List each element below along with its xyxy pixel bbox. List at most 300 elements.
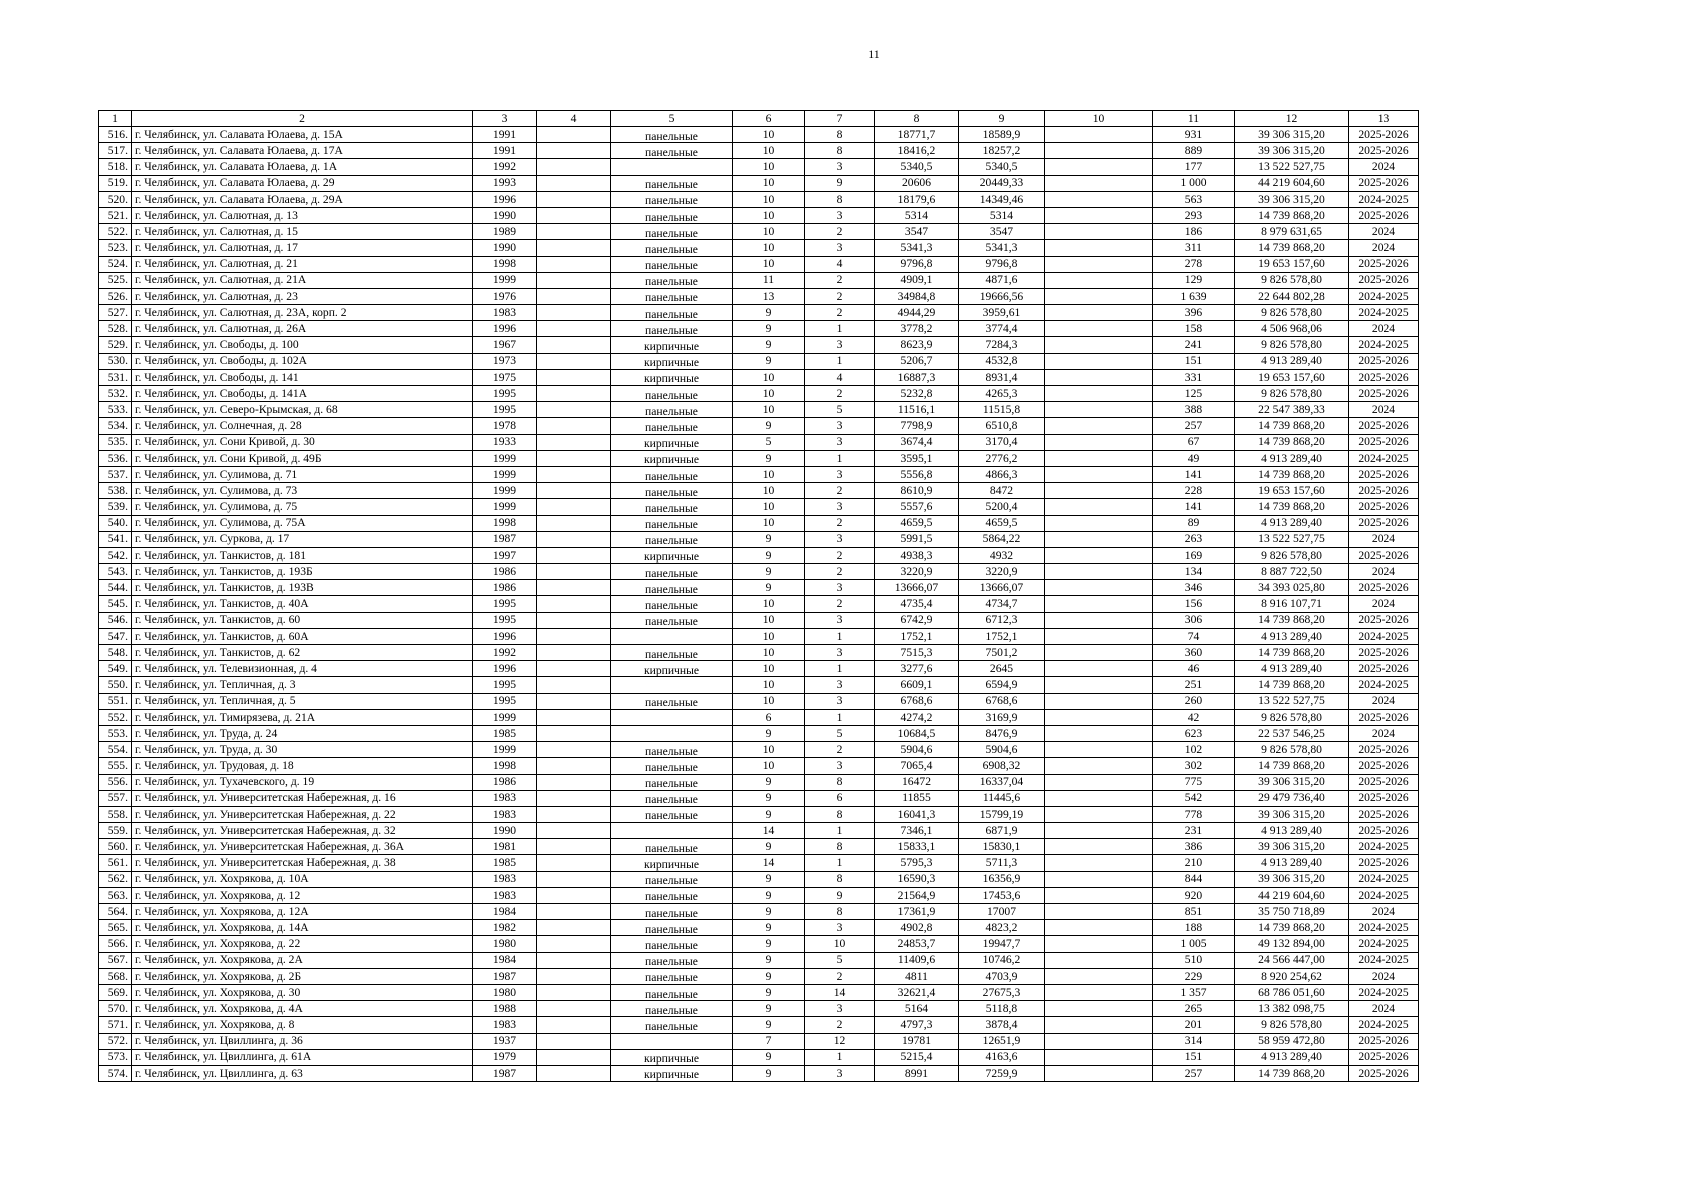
wall-material-cell: кирпичные bbox=[611, 855, 733, 871]
floors-cell: 10 bbox=[733, 386, 805, 402]
col-10-cell bbox=[1045, 887, 1153, 903]
row-number-cell: 533. bbox=[99, 402, 132, 418]
year-built-cell: 1992 bbox=[473, 645, 537, 661]
table-row bbox=[99, 774, 1419, 790]
row-number-cell: 535. bbox=[99, 434, 132, 450]
cost-cell: 22 537 546,25 bbox=[1235, 725, 1349, 741]
col-4-cell bbox=[537, 466, 611, 482]
year-built-cell: 1973 bbox=[473, 353, 537, 369]
year-built-cell: 1997 bbox=[473, 547, 537, 563]
residents-cell: 46 bbox=[1153, 661, 1235, 677]
address-cell: г. Челябинск, ул. Салавата Юлаева, д. 17А bbox=[132, 143, 473, 159]
entrances-cell: 2 bbox=[805, 547, 875, 563]
wall-material-cell: панельные bbox=[611, 207, 733, 223]
total-area-cell: 5206,7 bbox=[875, 353, 959, 369]
address-cell: г. Челябинск, ул. Хохрякова, д. 2Б bbox=[132, 968, 473, 984]
entrances-cell: 6 bbox=[805, 790, 875, 806]
entrances-cell: 3 bbox=[805, 920, 875, 936]
floors-cell: 9 bbox=[733, 321, 805, 337]
year-built-cell: 1978 bbox=[473, 418, 537, 434]
living-area-cell: 15799,19 bbox=[959, 806, 1045, 822]
col-4-cell bbox=[537, 402, 611, 418]
col-10-cell bbox=[1045, 434, 1153, 450]
wall-material-cell: панельные bbox=[611, 742, 733, 758]
floors-cell: 9 bbox=[733, 1065, 805, 1081]
address-cell: г. Челябинск, ул. Тимирязева, д. 21А bbox=[132, 709, 473, 725]
wall-material-cell: панельные bbox=[611, 984, 733, 1000]
col-4-cell bbox=[537, 321, 611, 337]
entrances-cell: 3 bbox=[805, 207, 875, 223]
residents-cell: 129 bbox=[1153, 272, 1235, 288]
residents-cell: 229 bbox=[1153, 968, 1235, 984]
col-4-cell bbox=[537, 337, 611, 353]
total-area-cell: 13666,07 bbox=[875, 580, 959, 596]
floors-cell: 10 bbox=[733, 240, 805, 256]
year-built-cell: 1984 bbox=[473, 904, 537, 920]
living-area-cell: 5200,4 bbox=[959, 499, 1045, 515]
entrances-cell: 3 bbox=[805, 645, 875, 661]
address-cell: г. Челябинск, ул. Тепличная, д. 3 bbox=[132, 677, 473, 693]
residents-cell: 851 bbox=[1153, 904, 1235, 920]
floors-cell: 9 bbox=[733, 547, 805, 563]
cost-cell: 13 382 098,75 bbox=[1235, 1001, 1349, 1017]
row-number-cell: 573. bbox=[99, 1049, 132, 1065]
wall-material-cell bbox=[611, 159, 733, 175]
living-area-cell: 3774,4 bbox=[959, 321, 1045, 337]
table-row bbox=[99, 386, 1419, 402]
entrances-cell: 1 bbox=[805, 661, 875, 677]
cost-cell: 4 913 289,40 bbox=[1235, 450, 1349, 466]
residents-cell: 263 bbox=[1153, 531, 1235, 547]
cost-cell: 8 887 722,50 bbox=[1235, 564, 1349, 580]
residents-cell: 510 bbox=[1153, 952, 1235, 968]
address-cell: г. Челябинск, ул. Солнечная, д. 28 bbox=[132, 418, 473, 434]
floors-cell: 10 bbox=[733, 758, 805, 774]
entrances-cell: 3 bbox=[805, 693, 875, 709]
floors-cell: 10 bbox=[733, 369, 805, 385]
address-cell: г. Челябинск, ул. Салютная, д. 21А bbox=[132, 272, 473, 288]
table-body bbox=[99, 127, 1419, 1082]
floors-cell: 6 bbox=[733, 709, 805, 725]
total-area-cell: 3778,2 bbox=[875, 321, 959, 337]
period-cell: 2025-2026 bbox=[1349, 1033, 1419, 1049]
floors-cell: 10 bbox=[733, 628, 805, 644]
row-number-cell: 519. bbox=[99, 175, 132, 191]
col-4-cell bbox=[537, 143, 611, 159]
address-cell: г. Челябинск, ул. Хохрякова, д. 12 bbox=[132, 887, 473, 903]
wall-material-cell: панельные bbox=[611, 580, 733, 596]
period-cell: 2025-2026 bbox=[1349, 369, 1419, 385]
address-cell: г. Челябинск, ул. Университетская Набережная, д. 36А bbox=[132, 839, 473, 855]
col-10-cell bbox=[1045, 159, 1153, 175]
total-area-cell: 3277,6 bbox=[875, 661, 959, 677]
col-4-cell bbox=[537, 823, 611, 839]
living-area-cell: 15830,1 bbox=[959, 839, 1045, 855]
living-area-cell: 27675,3 bbox=[959, 984, 1045, 1000]
living-area-cell: 4265,3 bbox=[959, 386, 1045, 402]
residents-cell: 42 bbox=[1153, 709, 1235, 725]
living-area-cell: 3878,4 bbox=[959, 1017, 1045, 1033]
row-number-cell: 563. bbox=[99, 887, 132, 903]
wall-material-cell: панельные bbox=[611, 806, 733, 822]
row-number-cell: 556. bbox=[99, 774, 132, 790]
wall-material-cell: кирпичные bbox=[611, 450, 733, 466]
cost-cell: 22 644 802,28 bbox=[1235, 288, 1349, 304]
wall-material-cell bbox=[611, 677, 733, 693]
entrances-cell: 8 bbox=[805, 839, 875, 855]
year-built-cell: 1987 bbox=[473, 531, 537, 547]
total-area-cell: 18771,7 bbox=[875, 127, 959, 143]
living-area-cell: 14349,46 bbox=[959, 191, 1045, 207]
col-10-cell bbox=[1045, 580, 1153, 596]
floors-cell: 10 bbox=[733, 127, 805, 143]
period-cell: 2024-2025 bbox=[1349, 288, 1419, 304]
cost-cell: 4 913 289,40 bbox=[1235, 515, 1349, 531]
cost-cell: 14 739 868,20 bbox=[1235, 240, 1349, 256]
total-area-cell: 32621,4 bbox=[875, 984, 959, 1000]
floors-cell: 9 bbox=[733, 418, 805, 434]
table-row bbox=[99, 596, 1419, 612]
residents-cell: 231 bbox=[1153, 823, 1235, 839]
row-number-cell: 526. bbox=[99, 288, 132, 304]
entrances-cell: 1 bbox=[805, 450, 875, 466]
col-4-cell bbox=[537, 887, 611, 903]
row-number-cell: 527. bbox=[99, 305, 132, 321]
total-area-cell: 16590,3 bbox=[875, 871, 959, 887]
col-10-cell bbox=[1045, 936, 1153, 952]
period-cell: 2024-2025 bbox=[1349, 887, 1419, 903]
living-area-cell: 18257,2 bbox=[959, 143, 1045, 159]
table-row bbox=[99, 693, 1419, 709]
floors-cell: 10 bbox=[733, 159, 805, 175]
floors-cell: 9 bbox=[733, 1001, 805, 1017]
row-number-cell: 534. bbox=[99, 418, 132, 434]
entrances-cell: 3 bbox=[805, 434, 875, 450]
year-built-cell: 1996 bbox=[473, 628, 537, 644]
cost-cell: 9 826 578,80 bbox=[1235, 1017, 1349, 1033]
period-cell: 2025-2026 bbox=[1349, 547, 1419, 563]
total-area-cell: 7798,9 bbox=[875, 418, 959, 434]
floors-cell: 10 bbox=[733, 402, 805, 418]
wall-material-cell: панельные bbox=[611, 1001, 733, 1017]
table-row bbox=[99, 143, 1419, 159]
housing-registry-table bbox=[98, 110, 1419, 1082]
col-4-cell bbox=[537, 499, 611, 515]
col-10-cell bbox=[1045, 386, 1153, 402]
entrances-cell: 3 bbox=[805, 499, 875, 515]
address-cell: г. Челябинск, ул. Сони Кривой, д. 49Б bbox=[132, 450, 473, 466]
period-cell: 2024 bbox=[1349, 1001, 1419, 1017]
total-area-cell: 7065,4 bbox=[875, 758, 959, 774]
col-10-cell bbox=[1045, 709, 1153, 725]
address-cell: г. Челябинск, ул. Труда, д. 30 bbox=[132, 742, 473, 758]
period-cell: 2024-2025 bbox=[1349, 984, 1419, 1000]
address-cell: г. Челябинск, ул. Танкистов, д. 60А bbox=[132, 628, 473, 644]
address-cell: г. Челябинск, ул. Хохрякова, д. 12А bbox=[132, 904, 473, 920]
cost-cell: 4 913 289,40 bbox=[1235, 661, 1349, 677]
table-row bbox=[99, 1001, 1419, 1017]
residents-cell: 251 bbox=[1153, 677, 1235, 693]
total-area-cell: 5795,3 bbox=[875, 855, 959, 871]
entrances-cell: 2 bbox=[805, 224, 875, 240]
col-4-cell bbox=[537, 207, 611, 223]
total-area-cell: 7515,3 bbox=[875, 645, 959, 661]
col-4-cell bbox=[537, 1033, 611, 1049]
wall-material-cell bbox=[611, 1033, 733, 1049]
residents-cell: 257 bbox=[1153, 418, 1235, 434]
total-area-cell: 6609,1 bbox=[875, 677, 959, 693]
wall-material-cell: панельные bbox=[611, 596, 733, 612]
living-area-cell: 4871,6 bbox=[959, 272, 1045, 288]
year-built-cell: 1987 bbox=[473, 1065, 537, 1081]
table-row bbox=[99, 742, 1419, 758]
col-10-cell bbox=[1045, 207, 1153, 223]
entrances-cell: 3 bbox=[805, 531, 875, 547]
address-cell: г. Челябинск, ул. Хохрякова, д. 14А bbox=[132, 920, 473, 936]
period-cell: 2025-2026 bbox=[1349, 580, 1419, 596]
table-row bbox=[99, 968, 1419, 984]
wall-material-cell: панельные bbox=[611, 466, 733, 482]
cost-cell: 9 826 578,80 bbox=[1235, 547, 1349, 563]
cost-cell: 9 826 578,80 bbox=[1235, 272, 1349, 288]
table-row bbox=[99, 823, 1419, 839]
row-number-cell: 539. bbox=[99, 499, 132, 515]
total-area-cell: 10684,5 bbox=[875, 725, 959, 741]
period-cell: 2025-2026 bbox=[1349, 256, 1419, 272]
address-cell: г. Челябинск, ул. Университетская Набережная, д. 38 bbox=[132, 855, 473, 871]
residents-cell: 346 bbox=[1153, 580, 1235, 596]
floors-cell: 10 bbox=[733, 207, 805, 223]
address-cell: г. Челябинск, ул. Хохрякова, д. 30 bbox=[132, 984, 473, 1000]
table-row bbox=[99, 515, 1419, 531]
total-area-cell: 5557,6 bbox=[875, 499, 959, 515]
row-number-cell: 553. bbox=[99, 725, 132, 741]
entrances-cell: 4 bbox=[805, 369, 875, 385]
row-number-cell: 555. bbox=[99, 758, 132, 774]
column-header-2: 2 bbox=[132, 111, 473, 127]
living-area-cell: 11515,8 bbox=[959, 402, 1045, 418]
period-cell: 2024-2025 bbox=[1349, 920, 1419, 936]
col-10-cell bbox=[1045, 305, 1153, 321]
column-header-13: 13 bbox=[1349, 111, 1419, 127]
entrances-cell: 8 bbox=[805, 191, 875, 207]
table-row bbox=[99, 207, 1419, 223]
total-area-cell: 5556,8 bbox=[875, 466, 959, 482]
period-cell: 2025-2026 bbox=[1349, 1065, 1419, 1081]
floors-cell: 9 bbox=[733, 968, 805, 984]
col-10-cell bbox=[1045, 515, 1153, 531]
year-built-cell: 1998 bbox=[473, 515, 537, 531]
period-cell: 2024 bbox=[1349, 564, 1419, 580]
col-4-cell bbox=[537, 127, 611, 143]
period-cell: 2024-2025 bbox=[1349, 952, 1419, 968]
col-10-cell bbox=[1045, 968, 1153, 984]
floors-cell: 10 bbox=[733, 143, 805, 159]
wall-material-cell: панельные bbox=[611, 920, 733, 936]
cost-cell: 14 739 868,20 bbox=[1235, 645, 1349, 661]
floors-cell: 10 bbox=[733, 191, 805, 207]
floors-cell: 10 bbox=[733, 742, 805, 758]
year-built-cell: 1999 bbox=[473, 466, 537, 482]
period-cell: 2024 bbox=[1349, 596, 1419, 612]
period-cell: 2024-2025 bbox=[1349, 337, 1419, 353]
cost-cell: 14 739 868,20 bbox=[1235, 758, 1349, 774]
col-10-cell bbox=[1045, 1049, 1153, 1065]
row-number-cell: 546. bbox=[99, 612, 132, 628]
living-area-cell: 7501,2 bbox=[959, 645, 1045, 661]
floors-cell: 9 bbox=[733, 1049, 805, 1065]
floors-cell: 10 bbox=[733, 483, 805, 499]
wall-material-cell: кирпичные bbox=[611, 434, 733, 450]
col-10-cell bbox=[1045, 774, 1153, 790]
floors-cell: 9 bbox=[733, 904, 805, 920]
table-row bbox=[99, 1017, 1419, 1033]
row-number-cell: 552. bbox=[99, 709, 132, 725]
residents-cell: 134 bbox=[1153, 564, 1235, 580]
col-4-cell bbox=[537, 547, 611, 563]
wall-material-cell: панельные bbox=[611, 418, 733, 434]
year-built-cell: 1933 bbox=[473, 434, 537, 450]
col-4-cell bbox=[537, 1017, 611, 1033]
table-row bbox=[99, 175, 1419, 191]
row-number-cell: 568. bbox=[99, 968, 132, 984]
col-4-cell bbox=[537, 272, 611, 288]
col-10-cell bbox=[1045, 1017, 1153, 1033]
wall-material-cell: панельные bbox=[611, 774, 733, 790]
col-10-cell bbox=[1045, 677, 1153, 693]
residents-cell: 156 bbox=[1153, 596, 1235, 612]
residents-cell: 188 bbox=[1153, 920, 1235, 936]
address-cell: г. Челябинск, ул. Хохрякова, д. 22 bbox=[132, 936, 473, 952]
entrances-cell: 3 bbox=[805, 612, 875, 628]
table-row bbox=[99, 564, 1419, 580]
year-built-cell: 1980 bbox=[473, 984, 537, 1000]
wall-material-cell: панельные bbox=[611, 127, 733, 143]
period-cell: 2024-2025 bbox=[1349, 450, 1419, 466]
address-cell: г. Челябинск, ул. Салютная, д. 13 bbox=[132, 207, 473, 223]
wall-material-cell: панельные bbox=[611, 904, 733, 920]
col-10-cell bbox=[1045, 321, 1153, 337]
year-built-cell: 1998 bbox=[473, 758, 537, 774]
table-row bbox=[99, 904, 1419, 920]
residents-cell: 314 bbox=[1153, 1033, 1235, 1049]
column-header-8: 8 bbox=[875, 111, 959, 127]
col-4-cell bbox=[537, 936, 611, 952]
table-row bbox=[99, 450, 1419, 466]
table-row bbox=[99, 191, 1419, 207]
col-10-cell bbox=[1045, 402, 1153, 418]
col-4-cell bbox=[537, 693, 611, 709]
residents-cell: 141 bbox=[1153, 466, 1235, 482]
total-area-cell: 11855 bbox=[875, 790, 959, 806]
cost-cell: 39 306 315,20 bbox=[1235, 127, 1349, 143]
entrances-cell: 2 bbox=[805, 305, 875, 321]
period-cell: 2024-2025 bbox=[1349, 628, 1419, 644]
residents-cell: 158 bbox=[1153, 321, 1235, 337]
col-4-cell bbox=[537, 450, 611, 466]
table-row bbox=[99, 677, 1419, 693]
year-built-cell: 1998 bbox=[473, 256, 537, 272]
floors-cell: 10 bbox=[733, 612, 805, 628]
table-row bbox=[99, 321, 1419, 337]
col-4-cell bbox=[537, 725, 611, 741]
table-row bbox=[99, 936, 1419, 952]
column-header-10: 10 bbox=[1045, 111, 1153, 127]
table-row bbox=[99, 369, 1419, 385]
address-cell: г. Челябинск, ул. Салавата Юлаева, д. 15А bbox=[132, 127, 473, 143]
floors-cell: 10 bbox=[733, 515, 805, 531]
col-10-cell bbox=[1045, 175, 1153, 191]
col-4-cell bbox=[537, 369, 611, 385]
period-cell: 2024 bbox=[1349, 904, 1419, 920]
wall-material-cell: панельные bbox=[611, 272, 733, 288]
floors-cell: 11 bbox=[733, 272, 805, 288]
floors-cell: 5 bbox=[733, 434, 805, 450]
wall-material-cell: панельные bbox=[611, 1017, 733, 1033]
col-4-cell bbox=[537, 256, 611, 272]
col-4-cell bbox=[537, 855, 611, 871]
row-number-cell: 524. bbox=[99, 256, 132, 272]
table-row bbox=[99, 806, 1419, 822]
wall-material-cell: панельные bbox=[611, 305, 733, 321]
year-built-cell: 1979 bbox=[473, 1049, 537, 1065]
col-4-cell bbox=[537, 531, 611, 547]
year-built-cell: 1999 bbox=[473, 709, 537, 725]
col-10-cell bbox=[1045, 855, 1153, 871]
period-cell: 2025-2026 bbox=[1349, 758, 1419, 774]
cost-cell: 35 750 718,89 bbox=[1235, 904, 1349, 920]
cost-cell: 13 522 527,75 bbox=[1235, 159, 1349, 175]
col-4-cell bbox=[537, 661, 611, 677]
year-built-cell: 1996 bbox=[473, 321, 537, 337]
residents-cell: 125 bbox=[1153, 386, 1235, 402]
living-area-cell: 9796,8 bbox=[959, 256, 1045, 272]
residents-cell: 396 bbox=[1153, 305, 1235, 321]
residents-cell: 311 bbox=[1153, 240, 1235, 256]
address-cell: г. Челябинск, ул. Хохрякова, д. 4А bbox=[132, 1001, 473, 1017]
wall-material-cell: панельные bbox=[611, 402, 733, 418]
living-area-cell: 6510,8 bbox=[959, 418, 1045, 434]
col-4-cell bbox=[537, 434, 611, 450]
table-row bbox=[99, 159, 1419, 175]
period-cell: 2024-2025 bbox=[1349, 305, 1419, 321]
entrances-cell: 3 bbox=[805, 758, 875, 774]
living-area-cell: 4932 bbox=[959, 547, 1045, 563]
col-10-cell bbox=[1045, 466, 1153, 482]
total-area-cell: 5232,8 bbox=[875, 386, 959, 402]
residents-cell: 360 bbox=[1153, 645, 1235, 661]
table-row bbox=[99, 758, 1419, 774]
col-10-cell bbox=[1045, 127, 1153, 143]
entrances-cell: 5 bbox=[805, 952, 875, 968]
total-area-cell: 6768,6 bbox=[875, 693, 959, 709]
entrances-cell: 10 bbox=[805, 936, 875, 952]
cost-cell: 9 826 578,80 bbox=[1235, 709, 1349, 725]
wall-material-cell: панельные bbox=[611, 887, 733, 903]
cost-cell: 14 739 868,20 bbox=[1235, 207, 1349, 223]
floors-cell: 9 bbox=[733, 580, 805, 596]
living-area-cell: 11445,6 bbox=[959, 790, 1045, 806]
table-row bbox=[99, 272, 1419, 288]
period-cell: 2025-2026 bbox=[1349, 127, 1419, 143]
living-area-cell: 6871,9 bbox=[959, 823, 1045, 839]
table-row bbox=[99, 725, 1419, 741]
cost-cell: 49 132 894,00 bbox=[1235, 936, 1349, 952]
address-cell: г. Челябинск, ул. Цвиллинга, д. 63 bbox=[132, 1065, 473, 1081]
living-area-cell: 6768,6 bbox=[959, 693, 1045, 709]
table-row bbox=[99, 661, 1419, 677]
cost-cell: 39 306 315,20 bbox=[1235, 806, 1349, 822]
